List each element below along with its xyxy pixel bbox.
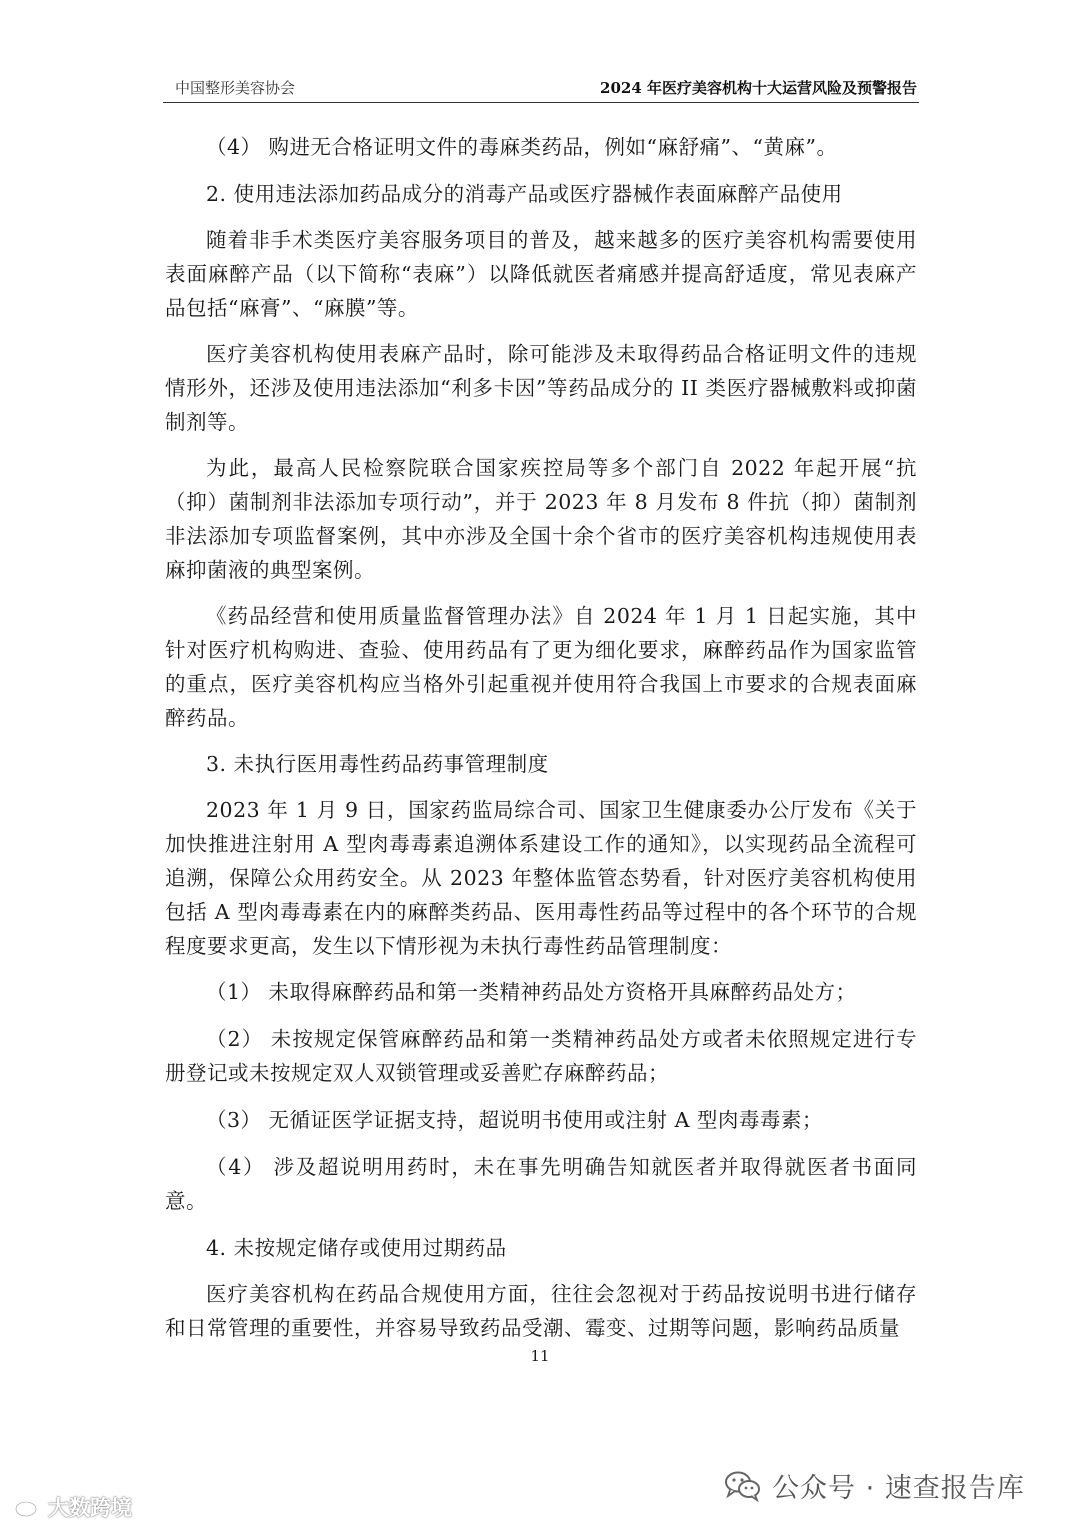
watermark-left-text: 大数跨境 <box>48 1496 132 1520</box>
page-body <box>165 130 917 1357</box>
weibo-logo-icon <box>14 1495 44 1519</box>
page-number: 11 <box>530 1347 550 1365</box>
list-item: （2） 未按规定保管麻醉药品和第一类精神药品处方或者未依照规定进行专册登记或未按规定双人双锁管理或妥善贮存麻醉药品； <box>165 1027 917 1085</box>
paragraph: 《药品经营和使用质量监督管理办法》自 2024 年 1 月 1 日起实施，其中针对医疗机构购进、查验、使用药品有了更为细化要求，麻醉药品作为国家监管的重点，医疗美容机构应当格外引起重视并使用符合我国上市要求的合规表面麻醉药品。 <box>165 604 917 730</box>
list-item: （1） 未取得麻醉药品和第一类精神药品处方资格开具麻醉药品处方； <box>206 980 857 1004</box>
wechat-logo-icon <box>724 1470 762 1502</box>
paragraph: 医疗美容机构在药品合规使用方面，往往会忽视对于药品按说明书进行储存和日常管理的重要性，并容易导致药品受潮、霉变、过期等问题，影响药品质量 <box>165 1282 917 1340</box>
paragraph: （4） 购进无合格证明文件的毒麻类药品，例如“麻舒痛”、“黄麻”。 <box>206 135 838 159</box>
paragraph: 随着非手术类医疗美容服务项目的普及，越来越多的医疗美容机构需要使用表面麻醉产品（以下简称“表麻”）以降低就医者痛感并提高舒适度，常见表麻产品包括“麻膏”、“麻膜”等。 <box>165 228 917 320</box>
watermark-right <box>724 1466 1025 1505</box>
header-org: 中国整形美容协会 <box>175 79 296 97</box>
page-header <box>163 76 919 103</box>
section-heading: 2. 使用违法添加药品成分的消毒产品或医疗器械作表面麻醉产品使用 <box>206 182 843 206</box>
paragraph: 2023 年 1 月 9 日，国家药监局综合司、国家卫生健康委办公厅发布《关于加快推进注射用 A 型肉毒毒素追溯体系建设工作的通知》，以实现药品全流程可追溯，保障公众用药安全。从 2023 年整体监管态势看，针对医疗美容机构使用包括 A 型肉毒毒素在内的麻醉类药品、医用毒性药品等过程中的各个环节的合规程度要求更高，发生以下情形视为未执行毒性药品管理制度： <box>165 798 917 958</box>
watermark-left <box>14 1492 132 1522</box>
paragraph: 为此，最高人民检察院联合国家疾控局等多个部门自 2022 年起开展“抗（抑）菌制剂非法添加专项行动”，并于 2023 年 8 月发布 8 件抗（抑）菌制剂非法添加专项监督案例，其中亦涉及全国十余个省市的医疗美容机构违规使用表麻抑菌液的典型案例。 <box>165 456 917 582</box>
list-item: （3） 无循证医学证据支持，超说明书使用或注射 A 型肉毒毒素； <box>206 1108 823 1132</box>
list-item: （4） 涉及超说明用药时，未在事先明确告知就医者并取得就医者书面同意。 <box>165 1155 917 1213</box>
section-heading: 4. 未按规定储存或使用过期药品 <box>206 1236 507 1260</box>
section-heading: 3. 未执行医用毒性药品药事管理制度 <box>206 752 549 776</box>
watermark-right-text: 公众号 · 速查报告库 <box>772 1473 1025 1504</box>
paragraph: 医疗美容机构使用表麻产品时，除可能涉及未取得药品合格证明文件的违规情形外，还涉及使用违法添加“利多卡因”等药品成分的 II 类医疗器械敷料或抑菌制剂等。 <box>165 342 917 434</box>
header-report-title: 2024 年医疗美容机构十大运营风险及预警报告 <box>600 79 917 97</box>
